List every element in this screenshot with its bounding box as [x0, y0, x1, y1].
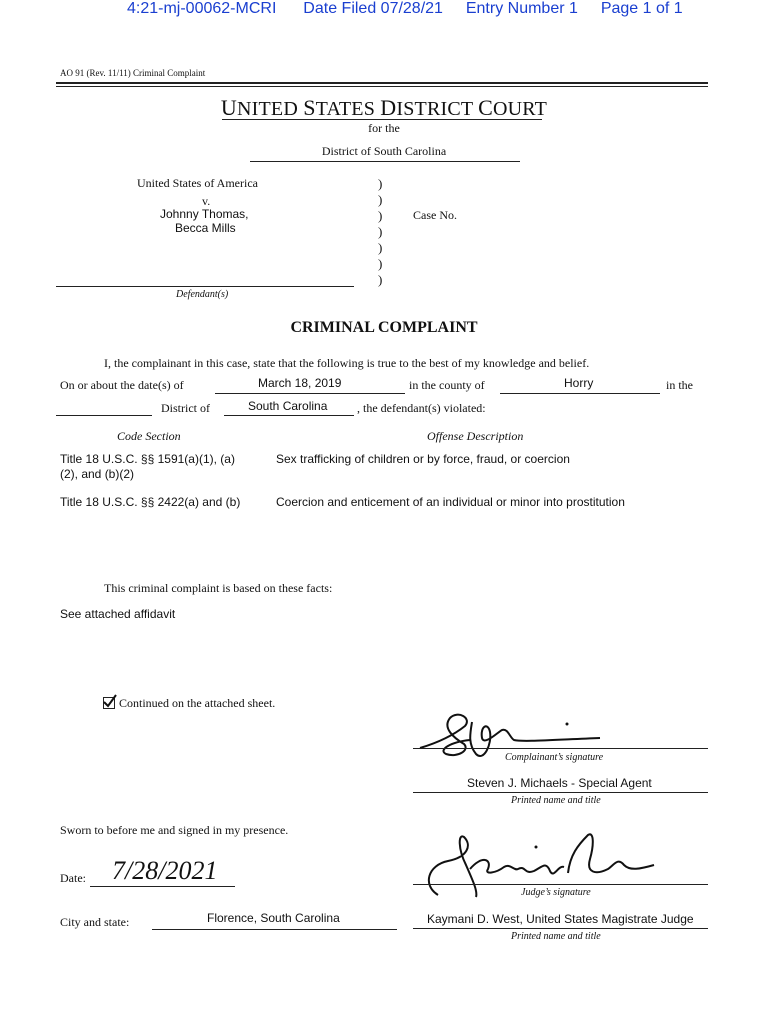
violated-label: , the defendant(s) violated: [357, 401, 486, 415]
offense-date: March 18, 2019 [258, 376, 342, 390]
statement-intro: I, the complainant in this case, state that the following is true to the best of my knowledge and belief. [104, 356, 590, 370]
judge-printed-name: Kaymani D. West, United States Magistrate Judge [427, 912, 694, 926]
county-label: in the county of [409, 378, 485, 392]
court-name-rule [222, 119, 542, 120]
defendants-line [56, 286, 354, 287]
complainant-name-line [413, 792, 708, 793]
for-the: for the [368, 121, 400, 135]
continued-checkbox[interactable] [103, 697, 115, 709]
offense-date-line [215, 393, 405, 394]
complainant-printed-name-label: Printed name and title [511, 795, 601, 806]
case-number: 4:21-mj-00062-MCRI [127, 0, 277, 17]
district-rule [250, 161, 520, 162]
blank-district-line [56, 415, 152, 416]
versus: v. [202, 194, 211, 208]
judge-signature-line [413, 884, 708, 885]
county-line [500, 393, 660, 394]
sworn-statement: Sworn to before me and signed in my presence. [60, 823, 289, 837]
offense-description-header: Offense Description [427, 429, 524, 443]
date-line [90, 886, 235, 887]
offense-description: Sex trafficking of children or by force, fraud, or coercion [276, 452, 570, 466]
city-state-label: City and state: [60, 915, 130, 929]
in-the-label: in the [666, 378, 693, 392]
form-id: AO 91 (Rev. 11/11) Criminal Complaint [60, 68, 206, 78]
facts-label: This criminal complaint is based on these facts: [104, 581, 333, 595]
date-label: Date: [60, 871, 86, 885]
city-state-value: Florence, South Carolina [207, 911, 340, 925]
facts-value: See attached affidavit [60, 607, 176, 621]
complainant-signature-label: Complainant’s signature [505, 752, 604, 763]
defendant-2: Becca Mills [175, 221, 236, 235]
offense-description: Coercion and enticement of an individual or minor into prostitution [276, 495, 625, 509]
county-value: Horry [564, 376, 594, 390]
code-section: Title 18 U.S.C. §§ 1591(a)(1), (a) [60, 452, 235, 466]
city-state-line [152, 929, 397, 930]
form-id-rule-top [56, 82, 708, 84]
code-section-header: Code Section [117, 429, 181, 443]
plaintiff: United States of America [137, 176, 258, 190]
page-number: Page 1 of 1 [600, 0, 683, 17]
defendant-1: Johnny Thomas, [160, 207, 249, 221]
entry-number: Entry Number 1 [465, 0, 578, 17]
district-name: District of South Carolina [321, 144, 447, 158]
on-or-about-label: On or about the date(s) of [60, 378, 184, 392]
judge-name-line [413, 928, 708, 929]
defendants-label: Defendant(s) [176, 289, 229, 300]
complaint-title: CRIMINAL COMPLAINT [290, 319, 478, 336]
district-value-line [224, 415, 354, 416]
complainant-printed-name: Steven J. Michaels - Special Agent [467, 776, 652, 790]
case-no-label: Case No. [413, 208, 457, 222]
filing-header [127, 0, 683, 18]
district-value: South Carolina [248, 399, 328, 413]
date-filed: Date Filed 07/28/21 [303, 0, 443, 17]
form-id-rule-bottom [56, 86, 708, 87]
continued-label: Continued on the attached sheet. [119, 696, 276, 710]
court-name: UNITED STATES DISTRICT COURT [220, 95, 548, 120]
complainant-signature-line [413, 748, 708, 749]
district-of-label: District of [161, 401, 210, 415]
code-section-cont: (2), and (b)(2) [60, 467, 135, 481]
judge-printed-name-label: Printed name and title [511, 931, 601, 942]
checkmark-icon [103, 694, 117, 708]
handwritten-date: 7/28/2021 [112, 856, 218, 885]
code-section: Title 18 U.S.C. §§ 2422(a) and (b) [60, 495, 241, 509]
judge-signature-label: Judge’s signature [521, 887, 591, 898]
